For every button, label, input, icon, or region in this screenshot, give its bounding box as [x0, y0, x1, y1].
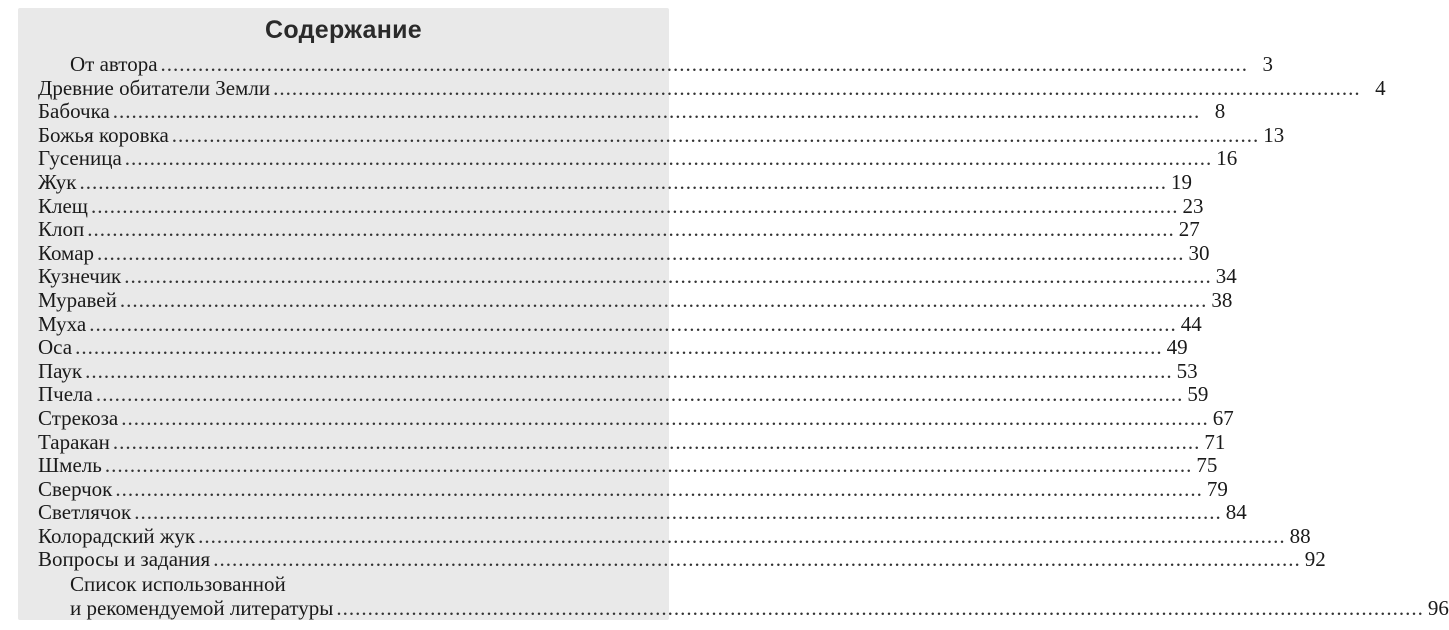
toc-leader-dots	[198, 525, 1286, 549]
toc-entry-title: Клоп	[38, 217, 85, 242]
toc-entry[interactable]	[38, 99, 1226, 124]
toc-entry-page: 27	[1178, 217, 1200, 242]
toc-entry-page: 30	[1188, 240, 1210, 265]
toc-entry-page: 49	[1166, 335, 1188, 360]
toc-entry[interactable]	[38, 146, 1238, 171]
toc-leader-dots	[121, 407, 1209, 431]
toc-entry-title-line1: Список использованной	[70, 572, 286, 597]
toc-entry[interactable]	[38, 547, 1326, 572]
toc-leader-dots	[96, 383, 1184, 407]
toc-entry-page: 67	[1212, 405, 1234, 430]
book-page	[18, 8, 1449, 620]
toc-entry[interactable]	[38, 122, 1285, 148]
toc-entry-page: 59	[1187, 382, 1209, 407]
toc-entry-title-line2: и рекомендуемой литературы	[70, 595, 334, 620]
toc-entry-page: 23	[1182, 193, 1204, 218]
toc-leader-dots	[80, 171, 1168, 195]
toc-entry-page: 4	[1375, 75, 1386, 100]
toc-entry-title: Пчела	[38, 382, 93, 407]
toc-leader-dots	[115, 478, 1203, 502]
toc-entry[interactable]	[38, 500, 1247, 525]
toc-entry-page: 71	[1204, 429, 1226, 454]
toc-entry-title: Комар	[38, 240, 95, 265]
toc-entry[interactable]	[38, 264, 1237, 289]
toc-entry[interactable]	[38, 405, 1234, 431]
toc-entry[interactable]	[38, 453, 1218, 478]
toc-entry-page: 44	[1180, 311, 1202, 336]
toc-entry-title: Божья коровка	[38, 122, 169, 147]
toc-entry-title: Сверчок	[38, 476, 113, 501]
toc-entry[interactable]	[38, 311, 1202, 337]
toc-entry[interactable]	[38, 193, 1204, 219]
toc-entry-page: 16	[1216, 146, 1238, 171]
toc-leader-dots	[161, 53, 1249, 77]
toc-entry[interactable]	[38, 523, 1311, 549]
toc-entry[interactable]	[38, 382, 1209, 407]
toc-entry-title: Жук	[38, 169, 77, 194]
toc-entry-page: 75	[1196, 453, 1218, 478]
toc-entry[interactable]	[38, 476, 1228, 502]
toc-entry-page: 88	[1289, 523, 1311, 548]
toc-entry-page: 19	[1171, 169, 1192, 194]
toc-entry[interactable]	[38, 169, 1192, 195]
toc-entry-title: Оса	[38, 335, 73, 360]
toc-entry-title: Вопросы и задания	[38, 547, 211, 572]
toc-leader-dots	[134, 501, 1222, 525]
toc-leader-dots	[105, 454, 1193, 478]
toc-leader-dots	[113, 100, 1201, 124]
toc-entry-page: 3	[1262, 52, 1274, 76]
toc-entry-title: Клещ	[38, 193, 88, 218]
toc-entry[interactable]	[38, 358, 1198, 384]
toc-entry-page: 34	[1215, 264, 1237, 289]
toc-leader-dots	[125, 147, 1213, 171]
toc-entry-title: Бабочка	[38, 99, 110, 124]
table-of-contents	[38, 52, 1449, 620]
toc-entry-title: Кузнечик	[38, 264, 122, 289]
toc-entry-title: Таракан	[38, 429, 110, 454]
toc-entry-title: Муха	[38, 311, 87, 336]
toc-leader-dots	[120, 289, 1208, 313]
toc-entry-page: 13	[1263, 122, 1285, 147]
toc-entry[interactable]	[38, 287, 1233, 313]
toc-entry-bibliography[interactable]	[38, 572, 1449, 620]
toc-entry-title: Древние обитатели Земли	[38, 75, 271, 100]
toc-entry-title: Муравей	[38, 287, 117, 312]
toc-entry-title: Шмель	[38, 453, 102, 478]
toc-entry-page: 79	[1206, 476, 1228, 501]
toc-leader-dots	[87, 218, 1175, 242]
toc-entry-title: Гусеница	[38, 146, 122, 171]
toc-entry[interactable]	[38, 429, 1226, 455]
toc-entry[interactable]	[38, 335, 1188, 360]
toc-entry-title: Паук	[38, 358, 83, 383]
toc-entry[interactable]	[38, 240, 1210, 266]
toc-leader-dots	[89, 313, 1177, 337]
toc-leader-dots	[124, 265, 1212, 289]
page-title: Содержание	[264, 16, 423, 44]
toc-leader-dots	[172, 124, 1260, 148]
toc-entry-page: 53	[1176, 358, 1198, 383]
toc-entry[interactable]	[38, 217, 1200, 242]
toc-leader-dots	[75, 336, 1163, 360]
toc-entry-title: Светлячок	[38, 500, 132, 525]
toc-leader-dots	[85, 360, 1173, 384]
toc-leader-dots	[273, 77, 1361, 101]
toc-leader-dots	[113, 431, 1201, 455]
toc-leader-dots	[336, 597, 1424, 621]
toc-entry-page: 38	[1211, 287, 1233, 312]
toc-entry-title: Колорадский жук	[38, 523, 196, 548]
toc-entry-page: 84	[1225, 500, 1247, 525]
toc-entry-page: 96	[1427, 595, 1449, 620]
toc-leader-dots	[97, 242, 1185, 266]
toc-entry-title: Стрекоза	[38, 405, 119, 430]
toc-leader-dots	[91, 195, 1179, 219]
toc-entry[interactable]	[38, 75, 1386, 101]
toc-entry-title: От автора	[70, 52, 158, 76]
toc-leader-dots	[213, 548, 1301, 572]
toc-entry[interactable]	[38, 52, 1274, 77]
toc-entry-page: 8	[1214, 99, 1226, 124]
toc-entry-page: 92	[1304, 547, 1326, 572]
